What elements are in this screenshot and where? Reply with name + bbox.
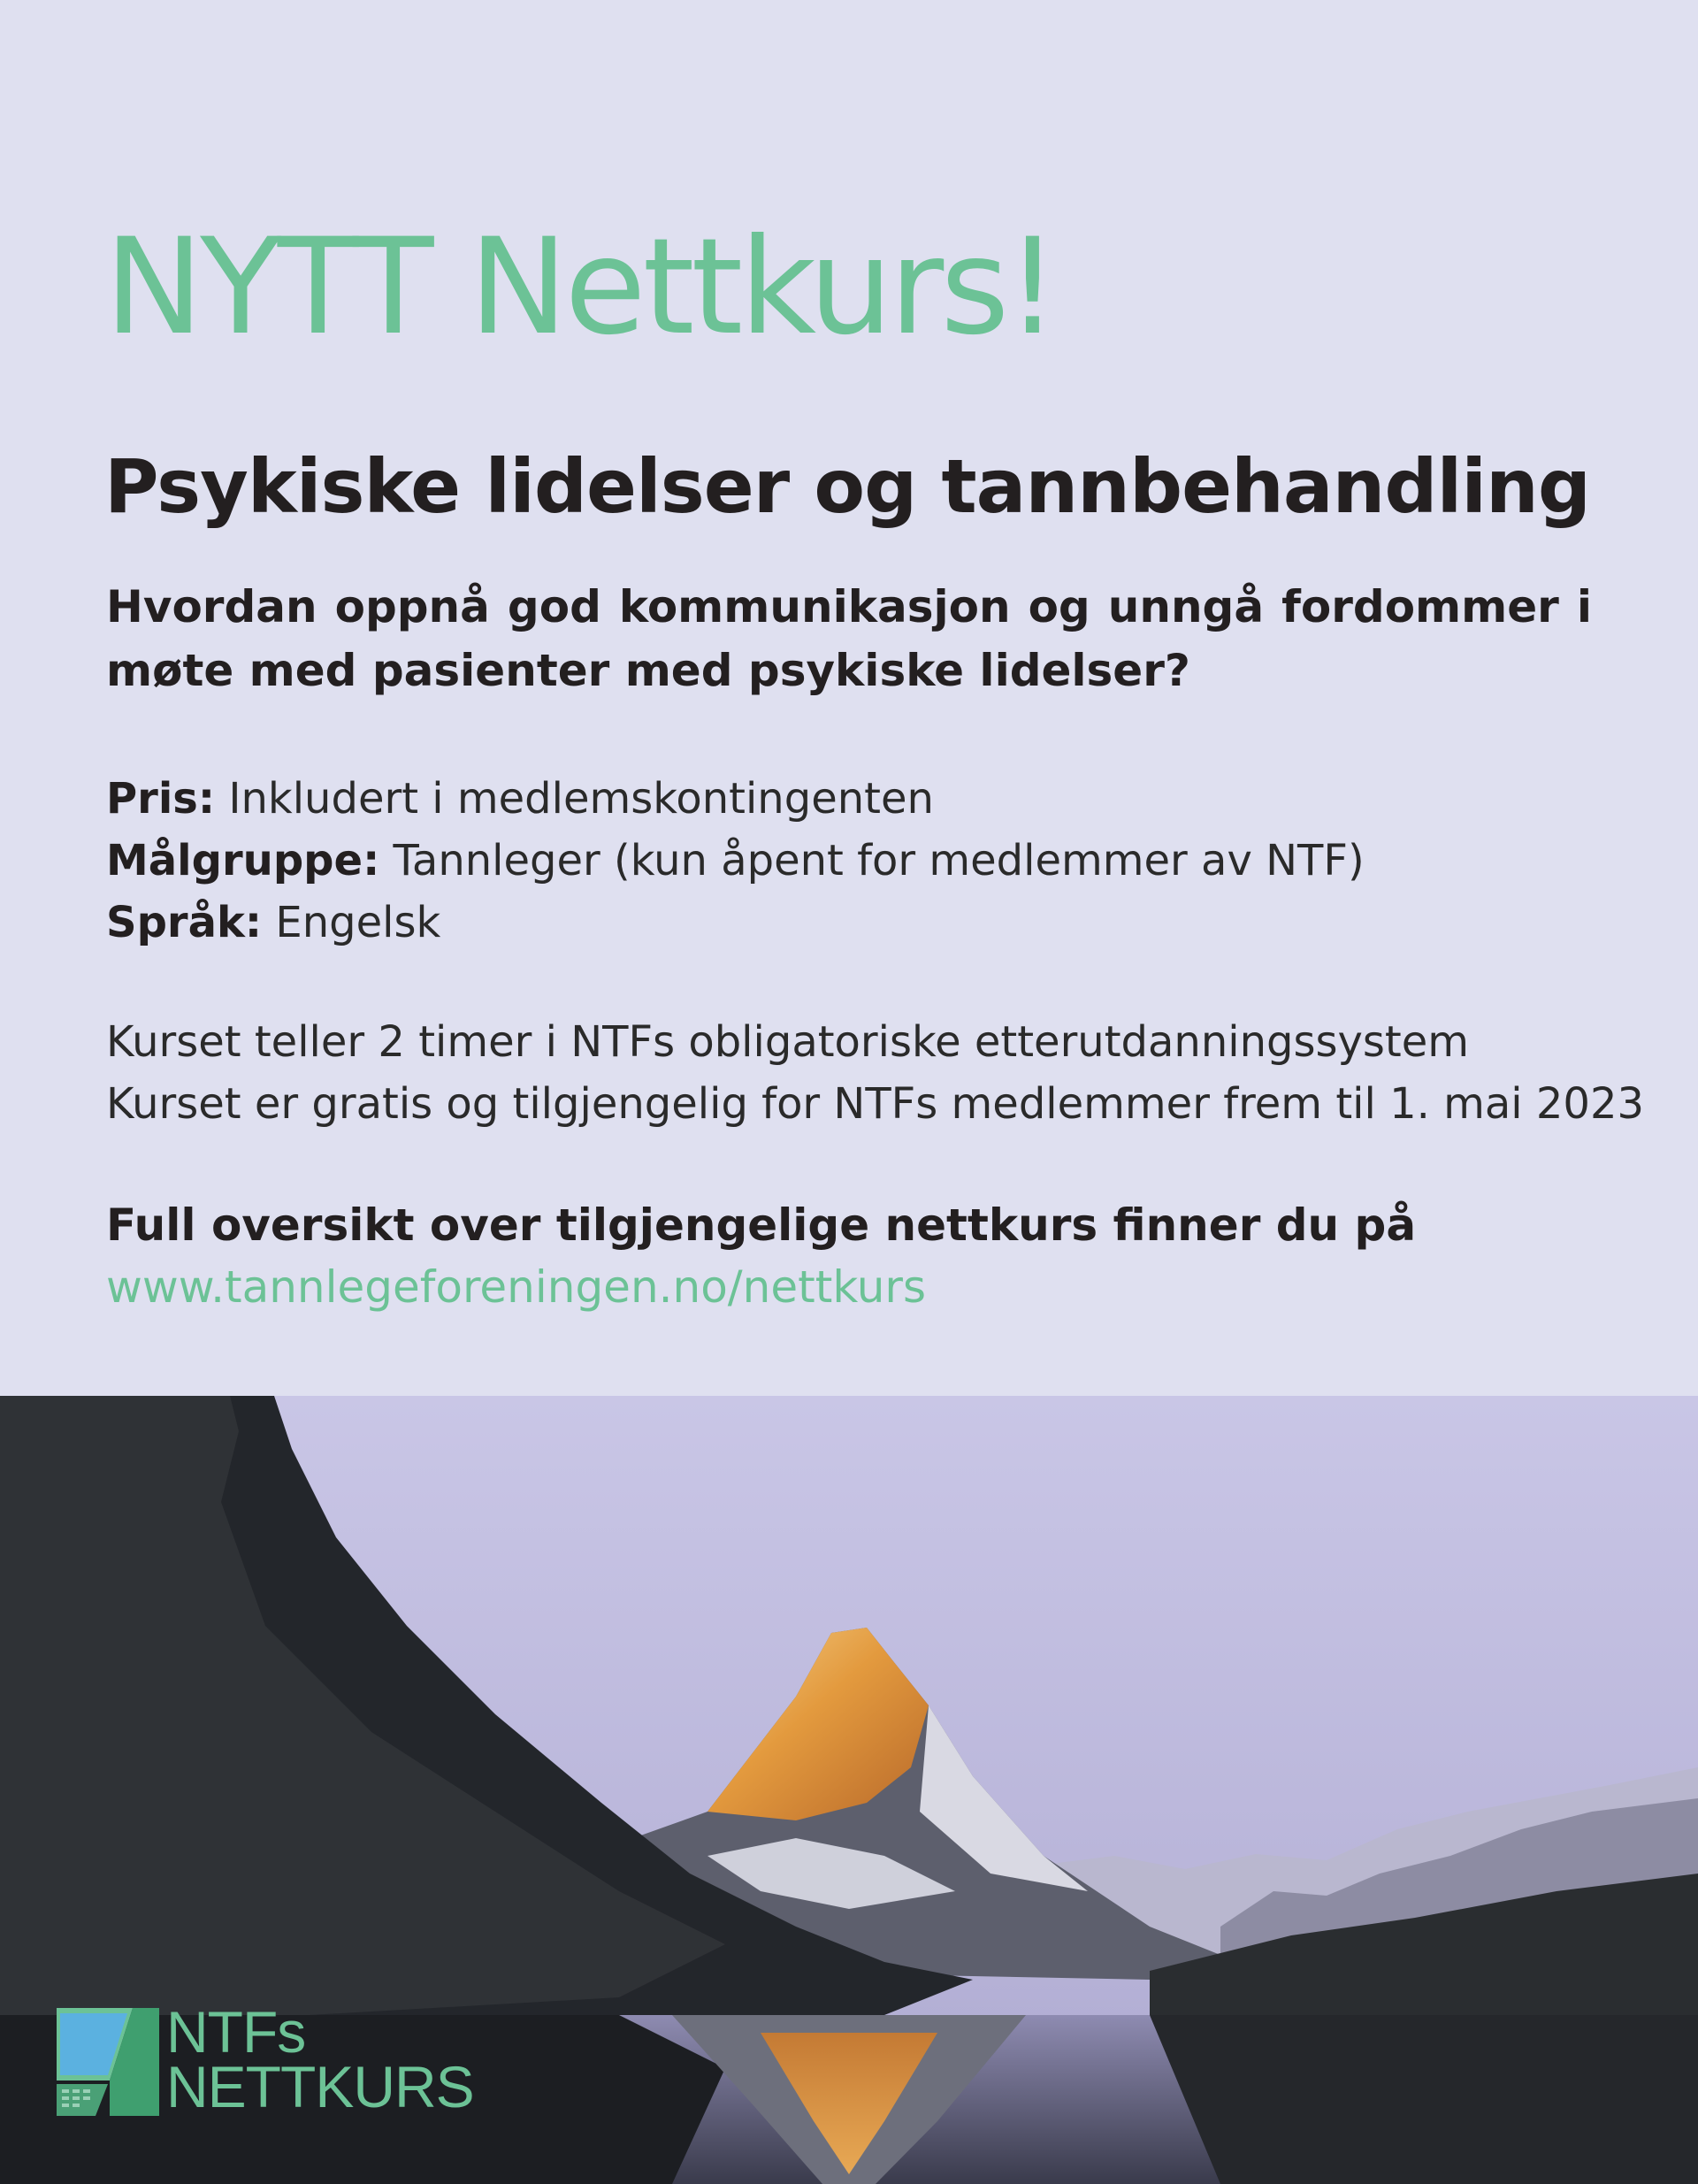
logo-line-1: NTFs <box>166 1999 306 2065</box>
fact-value: Engelsk <box>275 898 441 947</box>
fact-value: Inkludert i medlemskontingenten <box>228 774 934 824</box>
laptop-icon <box>57 2008 159 2116</box>
info-line: Kurset teller 2 timer i NTFs obligatoriske etterutdanningssystem <box>106 1017 1470 1067</box>
overview-text: Full oversikt over tilgjengelige nettkurs finner du på <box>106 1199 1417 1251</box>
info-line: Kurset er gratis og tilgjengelig for NTFs medlemmer frem til 1. mai 2023 <box>106 1079 1645 1129</box>
fact-label: Pris: <box>106 774 216 824</box>
course-title: Psykiske lidelser og tannbehandling <box>104 443 1590 530</box>
course-link[interactable]: www.tannlegeforeningen.no/nettkurs <box>106 1261 927 1313</box>
fact-target-group <box>106 830 1365 892</box>
fact-label: Språk: <box>106 898 263 947</box>
fact-value: Tannleger (kun åpent for medlemmer av NTF) <box>393 836 1365 885</box>
fact-label: Målgruppe: <box>106 836 380 885</box>
fact-price <box>106 768 1365 830</box>
course-question: Hvordan oppnå god kommunikasjon og unngå fordommer i møte med pasienter med psykiske lidelser? <box>106 581 1592 696</box>
course-facts <box>106 768 1365 954</box>
headline: NYTT Nettkurs! <box>104 211 1056 364</box>
fact-language <box>106 892 1365 954</box>
ntf-nettkurs-logo <box>57 1999 481 2119</box>
logo-line-2: NETTKURS <box>166 2054 474 2119</box>
course-info <box>106 1011 1644 1135</box>
logo-text <box>166 1999 474 2119</box>
